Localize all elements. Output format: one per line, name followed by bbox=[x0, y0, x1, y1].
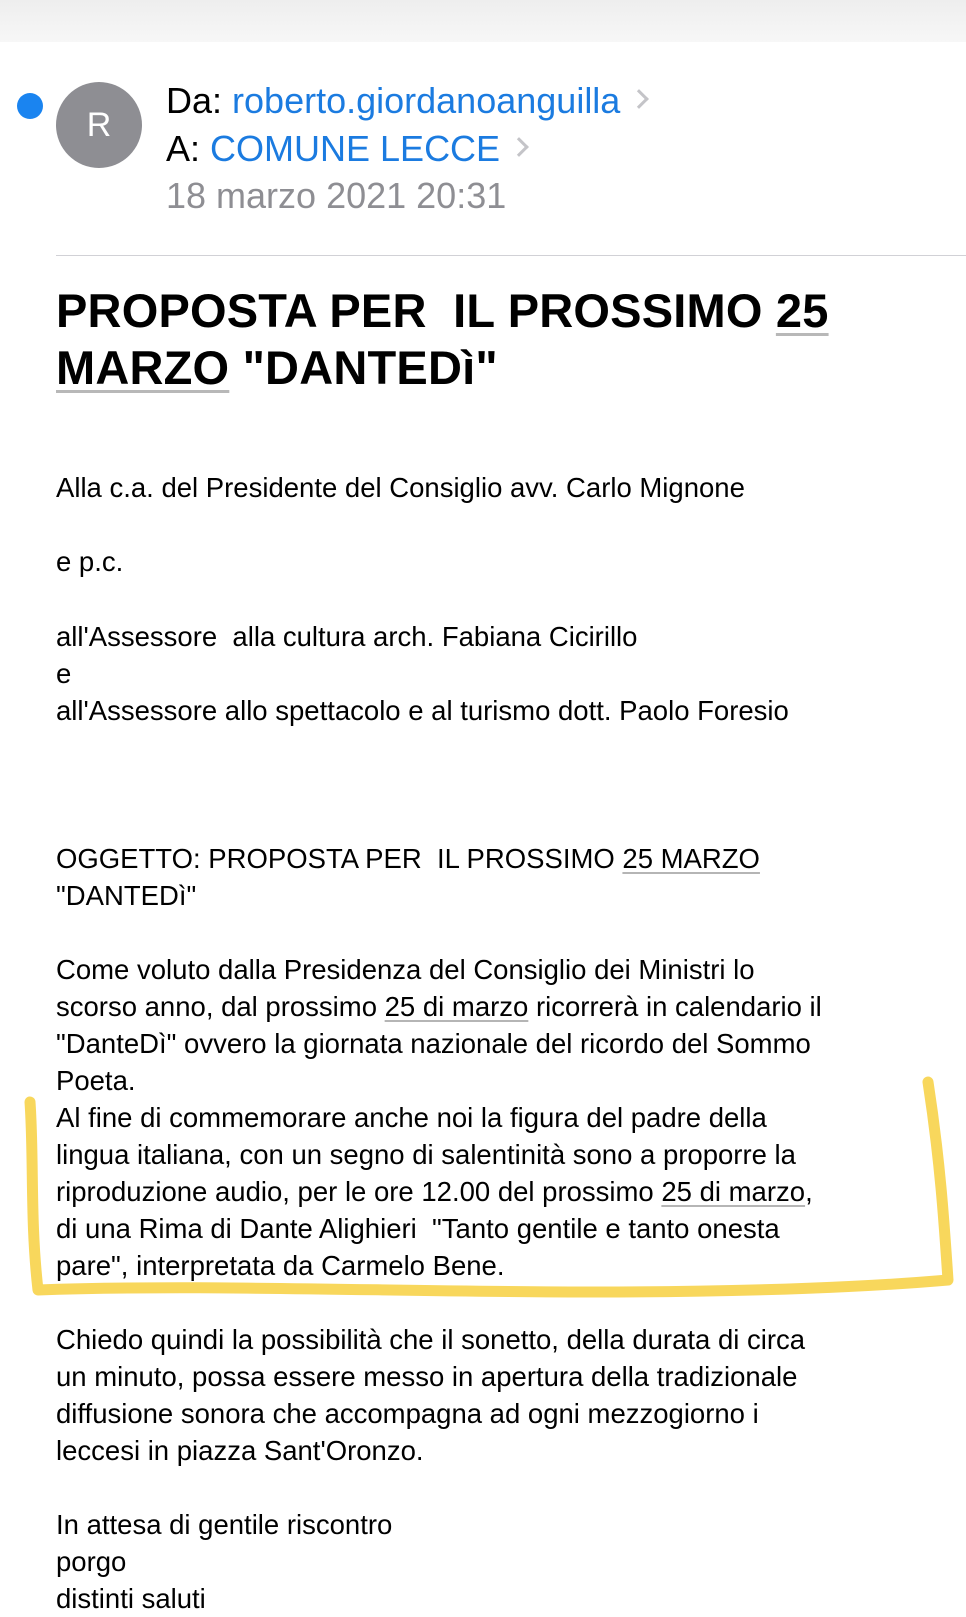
subject-date-link[interactable]: MARZO bbox=[56, 341, 230, 394]
body-cc2: all'Assessore allo spettacolo e al turismo dott. Paolo Foresio bbox=[56, 695, 789, 726]
body-p2-line: pare", interpretata da Carmelo Bene. bbox=[56, 1250, 505, 1281]
body-p2-line bbox=[56, 1173, 936, 1210]
body-text: scorso anno, dal prossimo bbox=[56, 991, 385, 1022]
chevron-right-icon[interactable] bbox=[629, 90, 649, 110]
to-row bbox=[166, 128, 526, 170]
body-p1-line: Come voluto dalla Presidenza del Consiglio dei Ministri lo bbox=[56, 954, 755, 985]
body-p3-line: un minuto, possa essere messo in apertura della tradizionale bbox=[56, 1361, 798, 1392]
subject-text: PROPOSTA PER IL PROSSIMO bbox=[56, 284, 776, 337]
from-row bbox=[166, 80, 646, 122]
subject-text: "DANTEDì" bbox=[229, 341, 498, 394]
oggetto-text: OGGETTO: PROPOSTA PER IL PROSSIMO bbox=[56, 843, 623, 874]
date-link[interactable]: 25 di marzo bbox=[384, 991, 529, 1022]
recipient-link[interactable]: COMUNE LECCE bbox=[210, 128, 501, 169]
body-p3-line: leccesi in piazza Sant'Oronzo. bbox=[56, 1435, 424, 1466]
date-link[interactable]: 25 di marzo bbox=[661, 1176, 806, 1207]
to-label: A: bbox=[166, 128, 201, 169]
body-closing-line: In attesa di gentile riscontro bbox=[56, 1509, 393, 1540]
email-subject bbox=[56, 282, 936, 396]
sender-address-link[interactable]: roberto.giordanoanguilla bbox=[232, 80, 621, 121]
avatar-initial: R bbox=[86, 105, 112, 144]
top-bar bbox=[0, 0, 966, 42]
from-label: Da: bbox=[166, 80, 223, 121]
chevron-right-icon[interactable] bbox=[509, 138, 529, 158]
body-p2-line: lingua italiana, con un segno di salentinità sono a proporre la bbox=[56, 1139, 796, 1170]
body-p2-line: di una Rima di Dante Alighieri "Tanto gentile e tanto onesta bbox=[56, 1213, 780, 1244]
body-p1-line: "DanteDì" ovvero la giornata nazionale del ricordo del Sommo bbox=[56, 1028, 811, 1059]
sender-avatar[interactable] bbox=[56, 82, 142, 168]
unread-indicator bbox=[17, 93, 43, 119]
body-cc1: all'Assessore alla cultura arch. Fabiana Cicirillo bbox=[56, 621, 638, 652]
body-closing-line: distinti saluti bbox=[56, 1583, 206, 1614]
body-p3-line: Chiedo quindi la possibilità che il sonetto, della durata di circa bbox=[56, 1324, 806, 1355]
body-p2-line: Al fine di commemorare anche noi la figura del padre della bbox=[56, 1102, 767, 1133]
body-p1-line: Poeta. bbox=[56, 1065, 136, 1096]
email-date: 18 marzo 2021 20:31 bbox=[166, 175, 507, 216]
body-greeting: Alla c.a. del Presidente del Consiglio avv. Carlo Mignone bbox=[56, 472, 745, 503]
body-text: , bbox=[805, 1176, 813, 1207]
body-closing-line: porgo bbox=[56, 1546, 127, 1577]
oggetto-date-link[interactable]: 25 MARZO bbox=[622, 843, 760, 874]
body-oggetto bbox=[56, 840, 936, 877]
body-text: riproduzione audio, per le ore 12.00 del prossimo bbox=[56, 1176, 662, 1207]
body-p1-line bbox=[56, 988, 936, 1025]
body-p3-line: diffusione sonora che accompagna ad ogni mezzogiorno i bbox=[56, 1398, 759, 1429]
body-oggetto-line2: "DANTEDì" bbox=[56, 880, 197, 911]
body-text: ricorrerà in calendario il bbox=[528, 991, 822, 1022]
body-epc: e p.c. bbox=[56, 546, 124, 577]
subject-date-link[interactable]: 25 bbox=[775, 284, 829, 337]
body-cc-and: e bbox=[56, 658, 72, 689]
header-divider bbox=[56, 255, 966, 256]
